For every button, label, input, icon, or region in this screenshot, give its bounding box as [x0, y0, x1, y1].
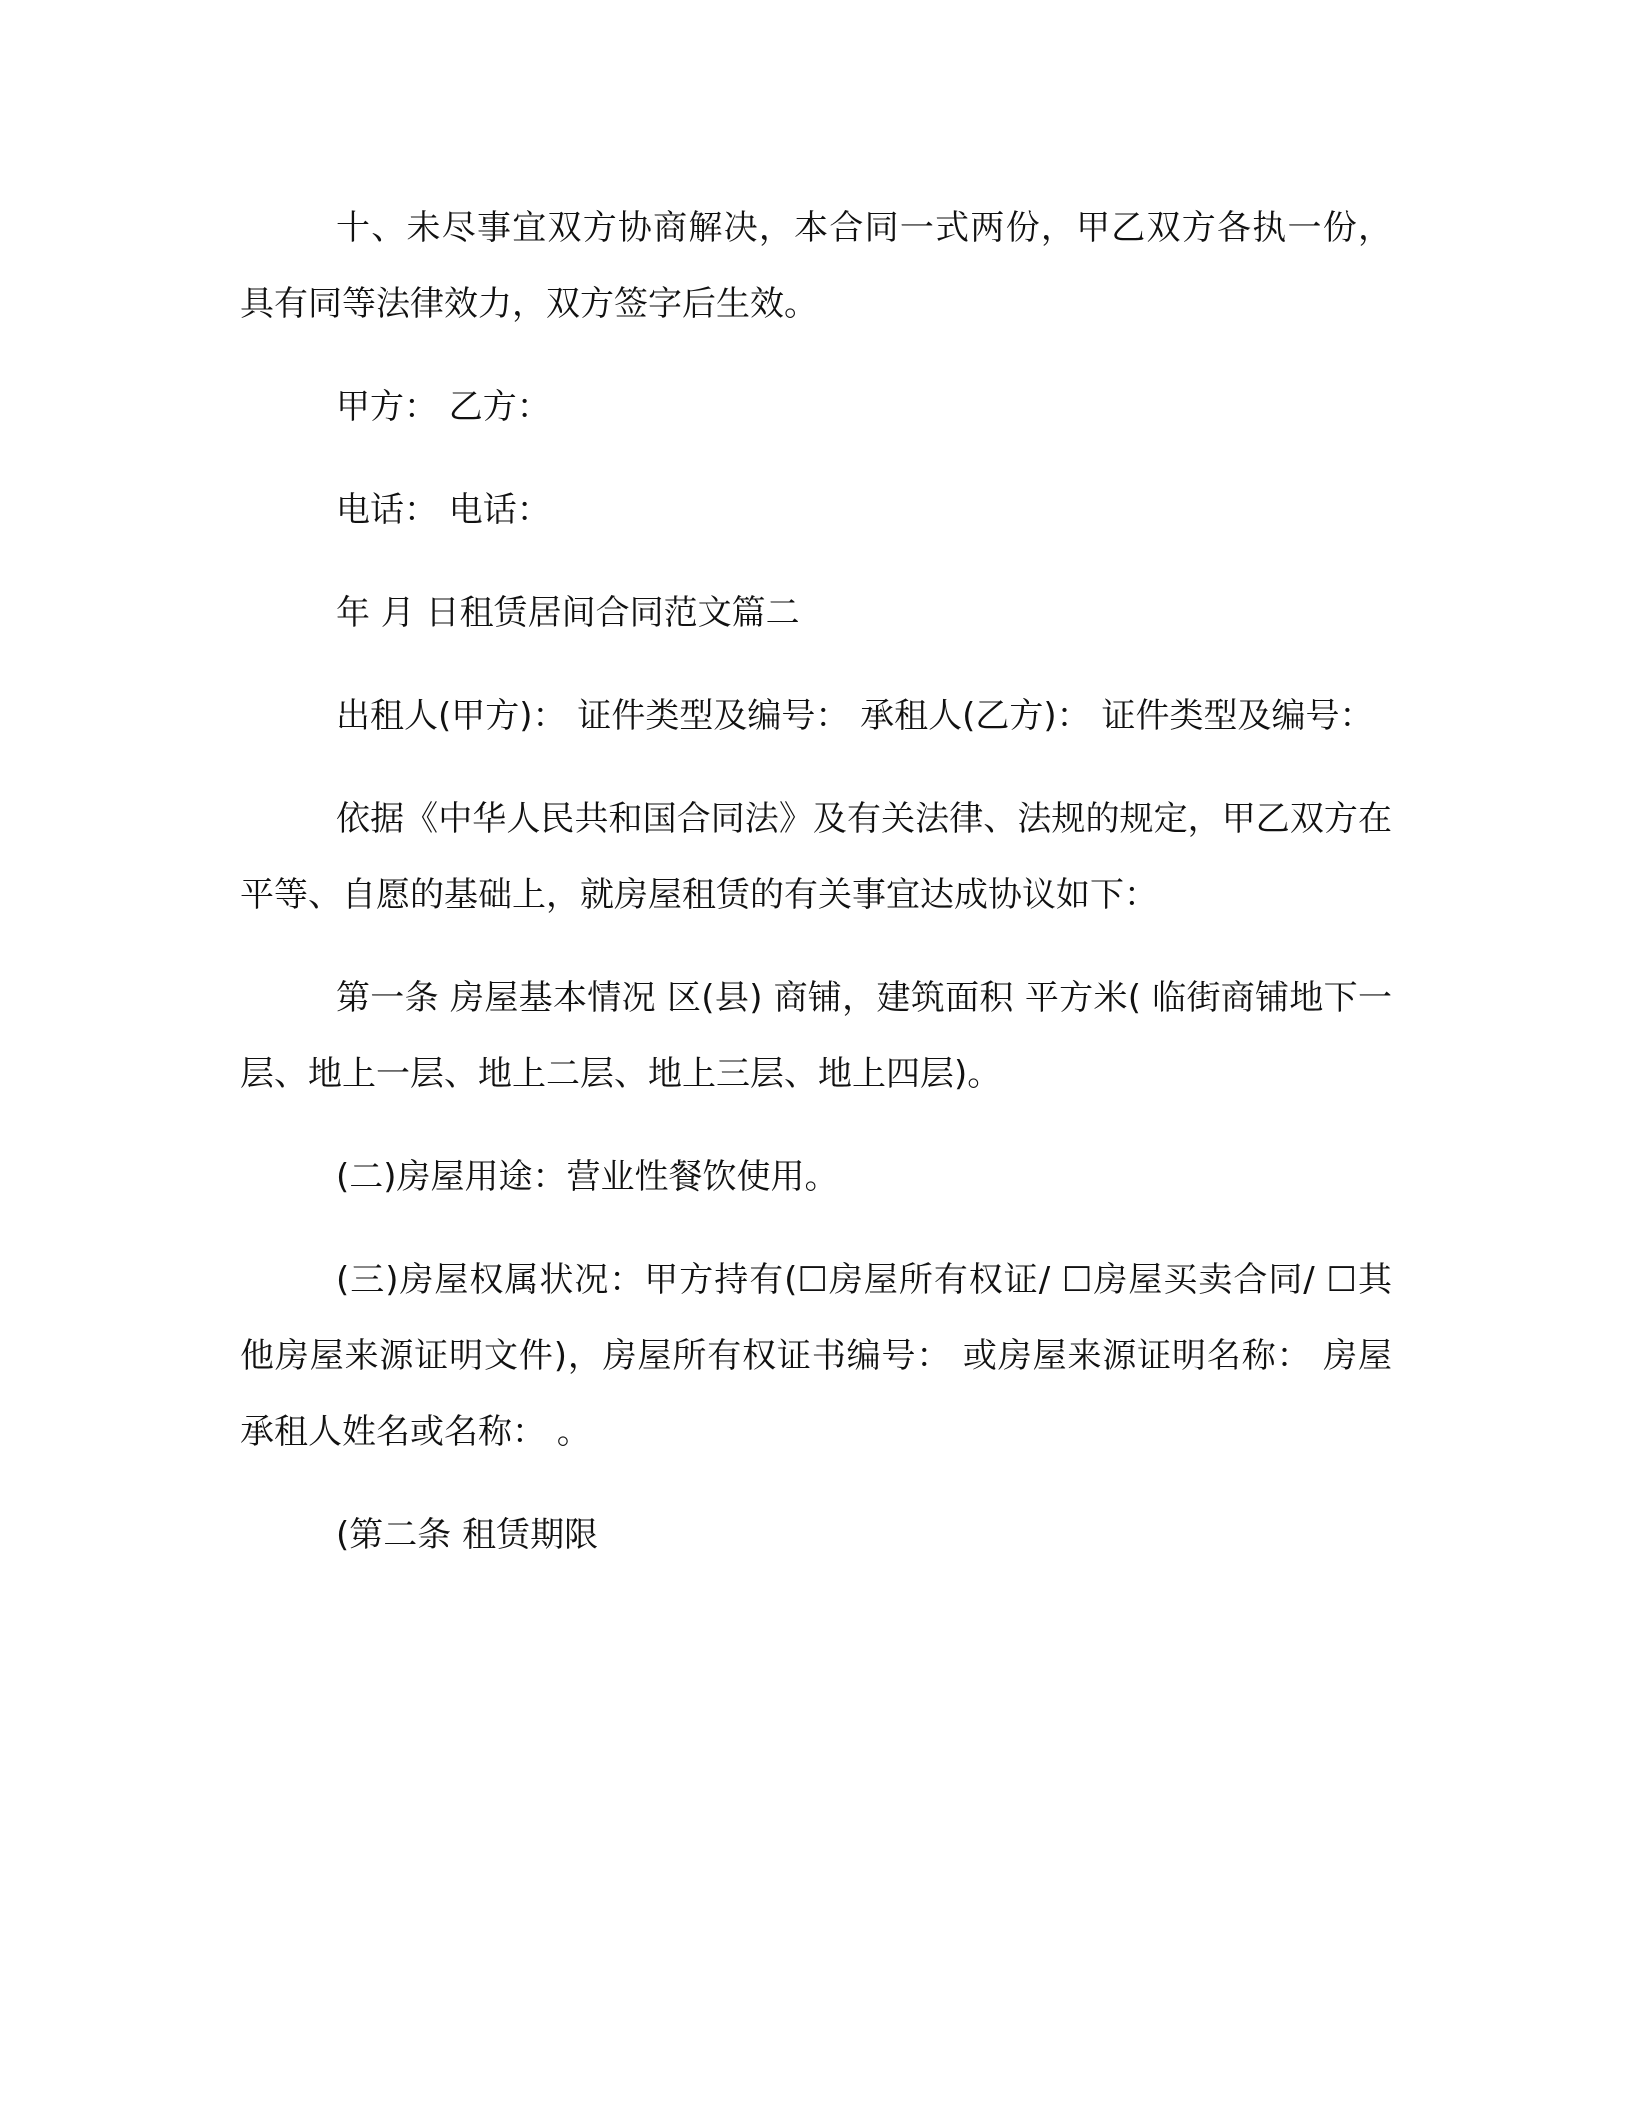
paragraph-phone-numbers: 电话： 电话： — [336, 490, 551, 530]
paragraph-article-one: 第一条 房屋基本情况 区(县) 商铺，建筑面积 平方米( 临街商铺地下一层、地上一层、地上二层、地上三层、地上四层)。 — [240, 978, 1392, 1094]
paragraph-party-signatures: 甲方： 乙方： — [336, 387, 551, 427]
paragraph-ownership-status: (三)房屋权属状况：甲方持有(☐房屋所有权证/ ☐房屋买卖合同/ ☐其他房屋来源证明文件)，房屋所有权证书编号： 或房屋来源证明名称： 房屋承租人姓名或名称： 。 — [240, 1260, 1392, 1452]
paragraph-parties: 出租人(甲方)： 证件类型及编号： 承租人(乙方)： 证件类型及编号： — [336, 696, 1374, 736]
paragraph-clause-ten: 十、未尽事宜双方协商解决，本合同一式两份，甲乙双方各执一份， 具有同等法律效力，双方签字后生效。 — [240, 208, 1392, 324]
paragraph-legal-basis: 依据《中华人民共和国合同法》及有关法律、法规的规定，甲乙双方在平等、自愿的基础上，就房屋租赁的有关事宜达成协议如下： — [240, 799, 1392, 915]
paragraph-date-and-title: 年 月 日租赁居间合同范文篇二 — [336, 593, 800, 633]
paragraph-house-use: (二)房屋用途：营业性餐饮使用。 — [336, 1157, 839, 1197]
paragraph-article-two: (第二条 租赁期限 — [336, 1515, 599, 1555]
document-body — [240, 190, 1392, 1600]
